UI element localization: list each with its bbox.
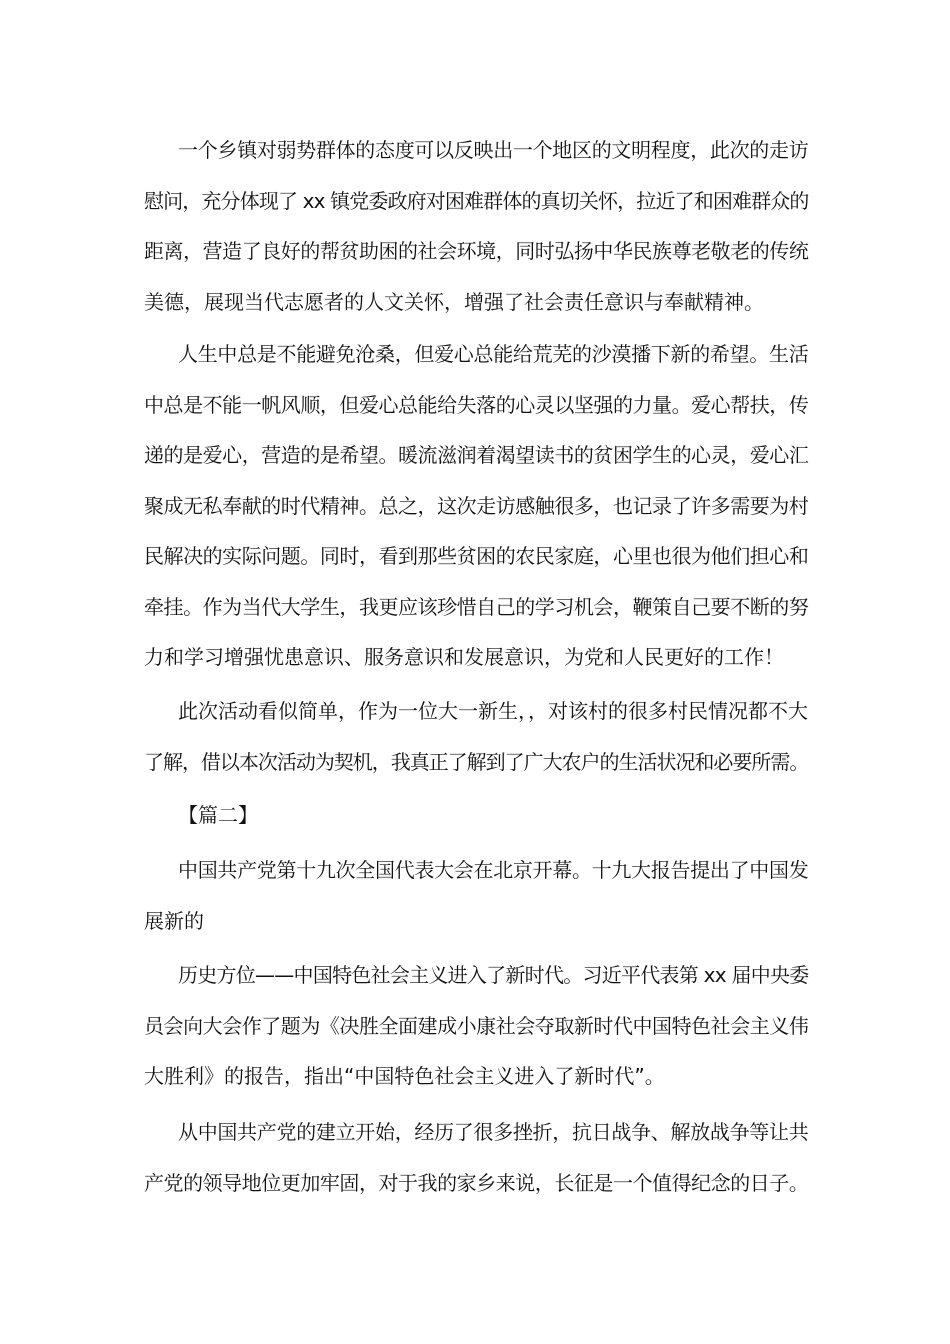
paragraph-line: 了解，借以本次活动为契机，我真正了解到了广大农户的生活状况和必要所需。: [144, 749, 809, 774]
paragraph-line: 大胜利》的报告，指出“中国特色社会主义进入了新时代”。: [144, 1064, 665, 1088]
paragraph-7: [144, 1107, 810, 1208]
paragraph-line: 力和学习增强忧患意识、服务意识和发展意识，为党和人民更好的工作！: [144, 645, 784, 669]
paragraph-line: 距离，营造了良好的帮贫助困的社会环境，同时弘扬中华民族尊老敬老的传统: [144, 239, 809, 263]
paragraph-line: 聚成无私奉献的时代精神。总之，这次走访感触很多，也记录了许多需要为村: [144, 493, 809, 518]
paragraph-line: 中国共产党第十九次全国代表大会在北京开幕。十九大报告提出了中国发: [178, 858, 809, 882]
paragraph-5: [144, 845, 810, 946]
paragraph-line: 产党的领导地位更加牢固，对于我的家乡来说，长征是一个值得纪念的日子。: [144, 1170, 809, 1195]
paragraph-3: [144, 686, 810, 787]
paragraph-line: 历史方位——中国特色社会主义进入了新时代。习近平代表第 xx 届中央委: [178, 963, 809, 987]
paragraph-line: 民解决的实际问题。同时，看到那些贫困的农民家庭，心里也很为他们担心和: [144, 544, 809, 568]
paragraph-6: [144, 950, 810, 1102]
paragraph-line: 美德，展现当代志愿者的人文关怀，增强了社会责任意识与奉献精神。: [144, 289, 764, 314]
paragraph-line: 牵挂。作为当代大学生，我更应该珍惜自己的学习机会，鞭策自己要不断的努: [144, 594, 809, 619]
paragraph-line: 展新的: [144, 908, 204, 933]
paragraph-line: 从中国共产党的建立开始，经历了很多挫折，抗日战争、解放战争等让共: [178, 1120, 809, 1144]
paragraph-line: 中总是不能一帆风顺，但爱心总能给失落的心灵以坚强的力量。爱心帮扶，传: [144, 392, 809, 417]
paragraph-2: [144, 329, 810, 683]
paragraph-line: 一个乡镇对弱势群体的态度可以反映出一个地区的文明程度，此次的走访: [178, 138, 809, 162]
section-heading: [144, 790, 810, 841]
paragraph-1: [144, 125, 810, 327]
paragraph-line: 慰问，充分体现了 xx 镇党委政府对困难群体的真切关怀，拉近了和困难群众的: [144, 188, 809, 213]
paragraph-line: 此次活动看似简单，作为一位大一新生，，对该村的很多村民情况都不大: [178, 699, 808, 723]
paragraph-line: 员会向大会作了题为《决胜全面建成小康社会夺取新时代中国特色社会主义伟: [144, 1013, 809, 1038]
section-heading-text: 【篇二】: [178, 803, 258, 827]
paragraph-line: 人生中总是不能避免沧桑，但爱心总能给荒芜的沙漠播下新的希望。生活: [178, 342, 809, 366]
paragraph-line: 递的是爱心，营造的是希望。暖流滋润着渴望读书的贫困学生的心灵，爱心汇: [144, 443, 809, 467]
